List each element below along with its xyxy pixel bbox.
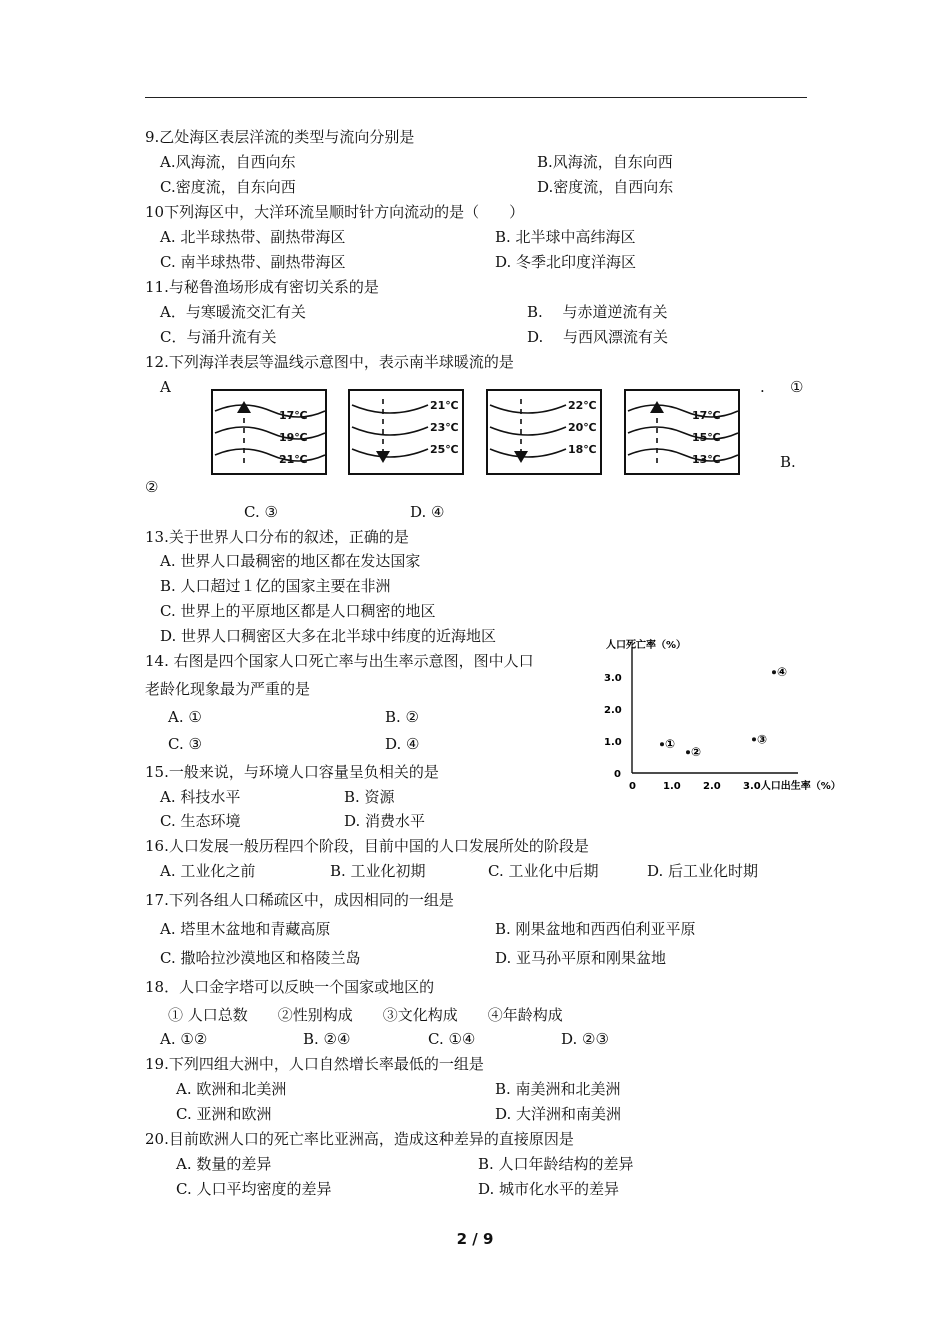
q9-option-c: C.密度流，自东向西: [160, 178, 296, 196]
q10-option-b: B. 北半球中高纬海区: [495, 228, 636, 246]
isotherm-1-label-3: 21℃: [279, 453, 308, 466]
q16-option-c: C. 工业化中后期: [488, 862, 599, 880]
q13-option-d: D. 世界人口稠密区大多在北半球中纬度的近海地区: [160, 627, 497, 645]
isotherm-1-label-2: 19℃: [279, 431, 308, 444]
q15-option-b: B. 资源: [344, 788, 395, 806]
q17-option-d: D. 亚马孙平原和刚果盆地: [495, 949, 667, 967]
isotherm-1-label-1: 17℃: [279, 409, 308, 422]
scatter-point-label: ④: [777, 665, 788, 680]
q16-stem: 16.人口发展一般历程四个阶段，目前中国的人口发展所处的阶段是: [145, 837, 589, 855]
q20-option-b: B. 人口年龄结构的差异: [478, 1155, 634, 1173]
q20-option-c: C. 人口平均密度的差异: [176, 1180, 332, 1198]
isotherm-lines-1: [213, 391, 325, 473]
q11-option-d: D. 与西风漂流有关: [527, 328, 669, 346]
x-tick-label: 2.0: [703, 781, 721, 792]
q12-num2: ②: [145, 478, 159, 496]
x-tick-label: 1.0: [663, 781, 681, 792]
q20-stem: 20.目前欧洲人口的死亡率比亚洲高，造成这种差异的直接原因是: [145, 1130, 574, 1148]
q16-option-b: B. 工业化初期: [330, 862, 426, 880]
isotherm-3-label-2: 20℃: [568, 421, 597, 434]
q12-num1: ①: [790, 378, 804, 396]
q11-stem: 11.与秘鲁渔场形成有密切关系的是: [145, 278, 379, 296]
q19-option-d: D. 大洋洲和南美洲: [495, 1105, 622, 1123]
q9-stem: 9.乙处海区表层洋流的类型与流向分别是: [145, 128, 415, 146]
q19-option-a: A. 欧洲和北美洲: [176, 1080, 287, 1098]
q12-option-d: D. ④: [410, 503, 445, 521]
q14-stem-line2: 老龄化现象最为严重的是: [145, 680, 311, 698]
q17-option-a: A. 塔里木盆地和青藏高原: [160, 920, 331, 938]
isotherm-3-label-3: 18℃: [568, 443, 597, 456]
q12-option-c: C. ③: [244, 503, 278, 521]
q17-option-b: B. 刚果盆地和西西伯利亚平原: [495, 920, 696, 938]
q19-option-b: B. 南美洲和北美洲: [495, 1080, 621, 1098]
scatter-point: [752, 737, 756, 741]
y-tick-label: 0: [614, 769, 621, 780]
scatter-point: [772, 670, 776, 674]
q14-option-b: B. ②: [385, 708, 420, 726]
q14-stem-line1: 14. 右图是四个国家人口死亡率与出生率示意图，图中人口: [145, 652, 534, 670]
q16-option-d: D. 后工业化时期: [647, 862, 759, 880]
q18-option-c: C. ①④: [428, 1030, 476, 1048]
isotherm-lines-4: [626, 391, 738, 473]
q14-option-a: A. ①: [168, 708, 202, 726]
q15-option-c: C. 生态环境: [160, 812, 241, 830]
q18-stem: 18．人口金字塔可以反映一个国家或地区的: [145, 978, 435, 996]
scatter-point-label: ①: [665, 737, 676, 752]
q12-stem: 12.下列海洋表层等温线示意图中，表示南半球暖流的是: [145, 353, 514, 371]
q18-items: ① 人口总数 ②性别构成 ③文化构成 ④年龄构成: [168, 1006, 563, 1024]
isotherm-2-label-3: 25℃: [430, 443, 459, 456]
q9-option-b: B.风海流，自东向西: [537, 153, 673, 171]
q13-option-a: A. 世界人口最稠密的地区都在发达国家: [160, 552, 421, 570]
isotherm-diagram-3: [486, 389, 602, 475]
q13-option-c: C. 世界上的平原地区都是人口稠密的地区: [160, 602, 436, 620]
header-rule: [145, 97, 807, 98]
scatter-plot: [592, 636, 838, 796]
isotherm-2-label-2: 23℃: [430, 421, 459, 434]
q19-option-c: C. 亚洲和欧洲: [176, 1105, 272, 1123]
scatter-point-label: ③: [757, 732, 768, 747]
x-tick-label: 0: [629, 781, 636, 792]
x-axis-label: 3.0人口出生率（%）: [743, 781, 838, 792]
isotherm-3-label-1: 22℃: [568, 399, 597, 412]
q14-option-d: D. ④: [385, 735, 420, 753]
scatter-point: [660, 742, 664, 746]
isotherm-diagram-1: [211, 389, 327, 475]
q15-option-a: A. 科技水平: [160, 788, 241, 806]
q10-stem: 10下列海区中，大洋环流呈顺时针方向流动的是（ ）: [145, 203, 525, 221]
isotherm-2-label-1: 21℃: [430, 399, 459, 412]
y-axis-label: 人口死亡率（%）: [606, 640, 687, 651]
q17-stem: 17.下列各组人口稀疏区中，成因相同的一组是: [145, 891, 454, 909]
q17-option-c: C. 撒哈拉沙漠地区和格陵兰岛: [160, 949, 361, 967]
q12-option-a: A: [160, 378, 171, 396]
page-number: 2 / 9: [456, 1230, 494, 1248]
q10-option-c: C. 南半球热带、副热带海区: [160, 253, 346, 271]
q12-dot: .: [760, 378, 765, 396]
q11-option-a: A．与寒暖流交汇有关: [160, 303, 306, 321]
q9-option-a: A.风海流，自西向东: [160, 153, 296, 171]
q10-option-d: D. 冬季北印度洋海区: [495, 253, 637, 271]
q12-option-b: B.: [780, 453, 796, 471]
q11-option-b: B. 与赤道逆流有关: [527, 303, 668, 321]
isotherm-4-label-3: 13℃: [692, 453, 721, 466]
q11-option-c: C．与涌升流有关: [160, 328, 277, 346]
q20-option-d: D. 城市化水平的差异: [478, 1180, 620, 1198]
q13-option-b: B. 人口超过１亿的国家主要在非洲: [160, 577, 391, 595]
scatter-point-label: ②: [691, 745, 702, 760]
q13-stem: 13.关于世界人口分布的叙述，正确的是: [145, 528, 409, 546]
y-tick-label: 1.0: [604, 737, 622, 748]
q9-option-d: D.密度流，自西向东: [537, 178, 674, 196]
isotherm-diagram-2: [348, 389, 464, 475]
q18-option-d: D. ②③: [561, 1030, 609, 1048]
q14-scatter-chart: [592, 636, 838, 796]
isotherm-4-label-2: 15℃: [692, 431, 721, 444]
q15-stem: 15.一般来说，与环境人口容量呈负相关的是: [145, 763, 439, 781]
isotherm-diagram-4: [624, 389, 740, 475]
isotherm-4-label-1: 17℃: [692, 409, 721, 422]
q10-option-a: A. 北半球热带、副热带海区: [160, 228, 346, 246]
q15-option-d: D. 消费水平: [344, 812, 426, 830]
q14-option-c: C. ③: [168, 735, 202, 753]
q18-option-b: B. ②④: [303, 1030, 351, 1048]
scatter-point: [686, 750, 690, 754]
q18-option-a: A. ①②: [160, 1030, 208, 1048]
q20-option-a: A. 数量的差异: [176, 1155, 272, 1173]
y-tick-label: 2.0: [604, 705, 622, 716]
y-tick-label: 3.0: [604, 673, 622, 684]
q16-option-a: A. 工业化之前: [160, 862, 256, 880]
q19-stem: 19.下列四组大洲中，人口自然增长率最低的一组是: [145, 1055, 484, 1073]
